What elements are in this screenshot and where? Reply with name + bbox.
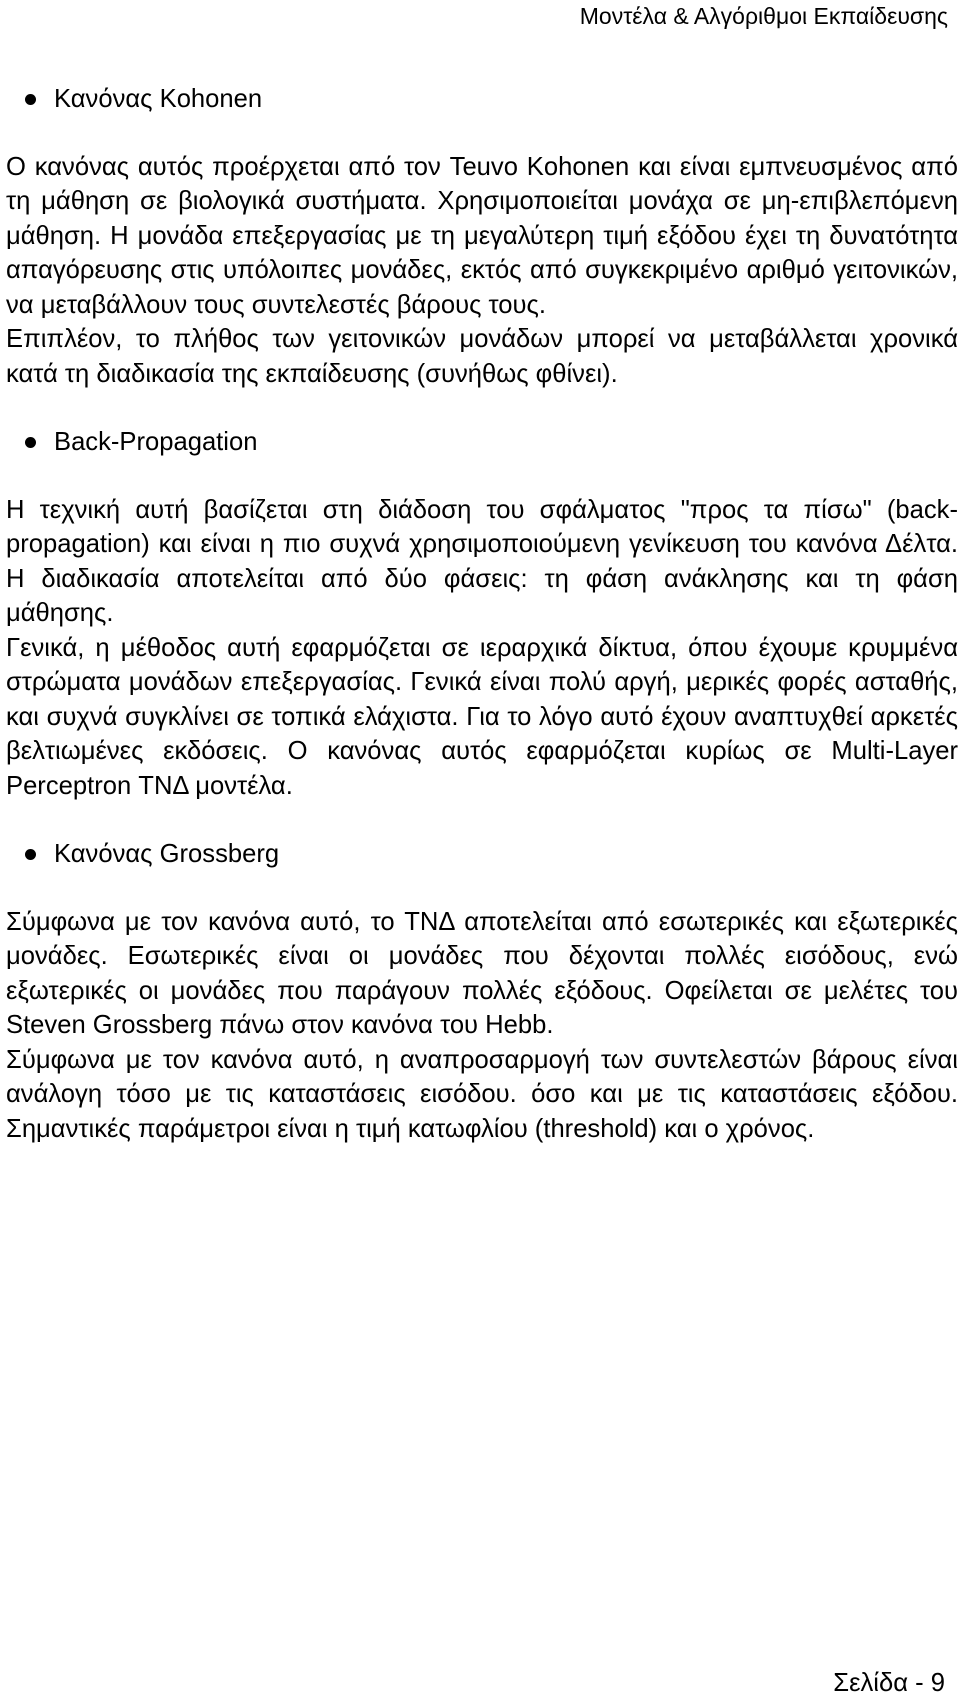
- section-heading-text: Κανόνας Grossberg: [54, 840, 280, 868]
- paragraph: Η τεχνική αυτή βασίζεται στη διάδοση του σφάλματος "προς τα πίσω" (back-propagation) και είναι η πιο συχνά χρησιμοποιούμενη γενίκευση του κανόνα Δέλτα. Η διαδικασία αποτελείται από δύο φάσεις: τη φάση ανάκλησης και τη φάση μάθησης.: [6, 495, 958, 627]
- section-heading-text: Κανόνας Kohonen: [54, 85, 263, 113]
- paragraph: Ο κανόνας αυτός προέρχεται από τον Teuvo Kohonen και είναι εμπνευσμένος από τη μάθηση σε βιολογικά συστήματα. Χρησιμοποιείται μονάχα σε μη-επιβλεπόμενη μάθηση. Η μονάδα επεξεργασίας με τη μεγαλύτερη τιμή εξόδου έχει τη δυνατότητα απαγόρευσης στις υπόλοιπες μονάδες, εκτός από συγκεκριμένο αριθμό γειτονικών, να μεταβάλλουν τους συντελεστές βάρους τους.: [6, 152, 958, 319]
- bullet-icon: [25, 94, 36, 105]
- page-number: Σελίδα - 9: [833, 1669, 945, 1697]
- bullet-icon: [25, 437, 36, 448]
- section-heading-grossberg: [6, 837, 958, 872]
- bullet-icon: [25, 849, 36, 860]
- section-heading-back-propagation: [6, 425, 958, 460]
- paragraph: Γενικά, η μέθοδος αυτή εφαρμόζεται σε ιεραρχικά δίκτυα, όπου έχουμε κρυμμένα στρώματα μονάδων επεξεργασίας. Γενικά είναι πολύ αργή, μερικές φορές ασταθής, και συχνά συγκλίνει σε τοπικά ελάχιστα. Για το λόγο αυτό έχουν αναπτυχθεί αρκετές βελτιωμένες εκδόσεις. Ο κανόνας αυτός εφαρμόζεται κυρίως σε Multi-Layer Perceptron ΤΝΔ μοντέλα.: [6, 633, 958, 800]
- paragraph: Επιπλέον, το πλήθος των γειτονικών μονάδων μπορεί να μεταβάλλεται χρονικά κατά τη διαδικασία της εκπαίδευσης (συνήθως φθίνει).: [6, 325, 958, 388]
- paragraph: Σύμφωνα με τον κανόνα αυτό, το ΤΝΔ αποτελείται από εσωτερικές και εξωτερικές μονάδες. Εσωτερικές είναι οι μονάδες που δέχονται πολλές εισόδους, ενώ εξωτερικές οι μονάδες που παράγουν πολλές εξόδους. Οφείλεται σε μελέτες του Steven Grossberg πάνω στον κανόνα του Hebb.: [6, 907, 958, 1039]
- section-heading-kohonen: [6, 82, 958, 117]
- running-header: Μοντέλα & Αλγόριθμοι Εκπαίδευσης: [579, 3, 948, 29]
- section-heading-text: Back-Propagation: [54, 428, 258, 456]
- paragraph: Σύμφωνα με τον κανόνα αυτό, η αναπροσαρμογή των συντελεστών βάρους είναι ανάλογη τόσο με τις καταστάσεις εισόδου. όσο και με τις καταστάσεις εξόδου. Σημαντικές παράμετροι είναι η τιμή κατωφλίου (threshold) και ο χρόνος.: [6, 1045, 958, 1143]
- document-body: [6, 82, 958, 1146]
